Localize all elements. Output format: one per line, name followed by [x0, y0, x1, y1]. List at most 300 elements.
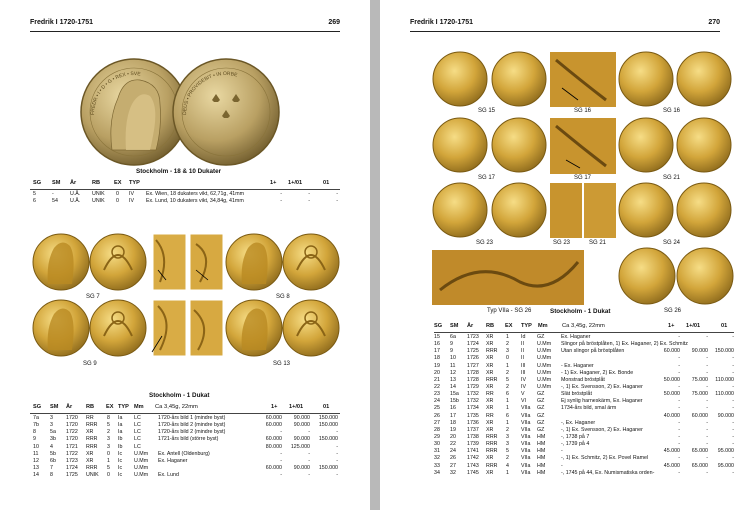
col-typ: TYP: [521, 323, 532, 329]
table-row: [434, 441, 734, 448]
cell-note: -: [561, 462, 563, 469]
cell-rb: XR: [86, 457, 94, 464]
cell-typ: Ia: [118, 429, 123, 436]
cell-v2: 90.000: [293, 436, 310, 443]
cell-rb: XR: [486, 341, 494, 348]
cell-v2: 75.000: [691, 391, 708, 398]
cell-ex: 6: [506, 412, 509, 419]
caption-sg26: SG 26: [664, 308, 682, 314]
cell-rb: RR: [86, 415, 94, 421]
cell-ex: 1: [107, 457, 110, 464]
cell-ex: 0: [107, 450, 110, 457]
cell-note: -, Ex. Haganer: [561, 419, 596, 426]
cell-v3: -: [336, 472, 338, 479]
caption-sg7: SG 7: [86, 294, 100, 300]
table-row: [434, 405, 734, 412]
col-ex: EX: [114, 180, 122, 186]
cell-sm: 22: [450, 441, 456, 448]
table-row: [30, 458, 340, 465]
cell-v1: -: [280, 450, 282, 457]
table-row: [434, 348, 734, 355]
cell-ex: 1: [506, 398, 509, 405]
cell-sg: 9: [33, 436, 36, 443]
cell-typ: VI: [521, 398, 527, 405]
cell-v3: -: [732, 383, 734, 390]
cell-typ: Ic: [118, 457, 123, 464]
cell-sg: 12: [33, 457, 39, 464]
cell-ex: 8: [107, 415, 110, 421]
col-sm: SM: [52, 180, 61, 186]
cell-v3: -: [732, 398, 734, 405]
cell-typ: VIIa: [521, 441, 531, 448]
cell-sm: 10: [450, 355, 456, 362]
cell-typ: Ic: [118, 450, 123, 457]
cell-v3: 110.000: [715, 376, 734, 383]
caption-sg17-detail: SG 17: [574, 175, 592, 181]
table-row: [30, 436, 340, 443]
cell-v1: -: [678, 426, 680, 433]
coin-sg15-reverse: [492, 52, 546, 106]
cell-note: - 1) Ex. Haganer, 2) Ex. Bonde: [561, 369, 634, 376]
cell-note: Ex. Lund: [158, 472, 179, 479]
cell-note: 1720-års bild 2 (mindre byst): [158, 429, 226, 436]
cell-ar: 1720: [66, 436, 78, 443]
cell-mm: U.Mm: [134, 450, 149, 457]
cell-v3: -: [732, 369, 734, 376]
caption-sg23-detail: SG 23: [553, 240, 571, 246]
coin-sg23-reverse: [492, 183, 546, 237]
cell-typ: Id: [521, 334, 526, 340]
coin-sg7-reverse: [90, 234, 146, 290]
cell-mm: HM: [537, 448, 546, 455]
cell-v1: -: [280, 429, 282, 436]
cell-v3: 95.000: [717, 462, 734, 469]
col-1plus: 1+: [270, 180, 277, 186]
cell-v2: -: [706, 355, 708, 362]
right-page: [380, 0, 750, 510]
cell-mm: HM: [537, 441, 546, 448]
cell-v3: -: [732, 426, 734, 433]
cell-v1: -: [280, 472, 282, 479]
running-title: Fredrik I 1720-1751: [30, 19, 94, 26]
cell-typ: II: [521, 355, 524, 362]
cell-ar: 1734: [467, 405, 479, 412]
caption-sg23: SG 23: [476, 240, 494, 246]
table-1-dukat-right: [434, 334, 734, 477]
cell-v1: -: [678, 369, 680, 376]
cell-ex: 0: [116, 191, 119, 197]
cell-mm: LC: [134, 415, 141, 421]
cell-rb: RRR: [86, 436, 98, 443]
cell-mm: U.Mm: [134, 464, 149, 471]
cell-v2: -: [706, 426, 708, 433]
cell-rb: XR: [486, 334, 494, 340]
cell-sm: 3: [50, 415, 53, 421]
cell-ar: 1721: [66, 443, 78, 450]
detail-sg7: [153, 234, 186, 290]
cell-sg: 5: [33, 191, 36, 197]
weight-diameter: Ca 3,45g, 22mm: [562, 323, 605, 329]
cell-v2: -: [706, 441, 708, 448]
cell-typ: VIIa: [521, 433, 531, 440]
cell-mm: U.Mm: [537, 341, 552, 348]
table-row: [434, 463, 734, 470]
coin-sg26-reverse: [677, 248, 733, 304]
cell-typ: IV: [129, 191, 135, 197]
cell-v2: -: [308, 198, 310, 205]
cell-v1: 45.000: [663, 462, 680, 469]
cell-ar: 1736: [467, 419, 479, 426]
cell-typ: IV: [521, 376, 527, 383]
cell-mm: LC: [134, 436, 141, 443]
cell-typ: VIIa: [521, 426, 531, 433]
cell-note: Ex. Haganer: [561, 334, 591, 340]
section-title-1-dukat: Stockholm - 1 Dukat: [550, 308, 611, 315]
cell-ex: 5: [506, 376, 509, 383]
table-row: [434, 370, 734, 377]
table-row: [30, 451, 340, 458]
cell-ex: 1: [506, 334, 509, 340]
cell-sm: 7: [50, 464, 53, 471]
cell-v1: -: [280, 198, 282, 205]
cell-sm: 24: [450, 448, 456, 455]
page-number: 269: [328, 19, 340, 26]
cell-mm: U.Mm: [537, 369, 552, 376]
cell-sm: 5a: [50, 429, 56, 436]
cell-sm: 5b: [50, 450, 56, 457]
col-ex: EX: [505, 323, 513, 329]
coin-sg21-obverse: [619, 118, 673, 172]
coin-inscription-left: FREDR • I • D • G • REX • SVE: [89, 70, 141, 116]
cell-mm: HM: [537, 462, 546, 469]
cell-sm: 13: [450, 376, 456, 383]
cell-sg: 30: [434, 441, 440, 448]
cell-mm: GZ: [537, 426, 545, 433]
cell-v2: -: [308, 429, 310, 436]
cell-typ: Ia: [118, 415, 123, 421]
cell-sg: 32: [434, 455, 440, 462]
cell-v3: -: [732, 355, 734, 362]
cell-sg: 18: [434, 355, 440, 362]
coin-sg26-obverse: [619, 248, 675, 304]
cell-v3: 150.000: [318, 415, 338, 421]
cell-v1: -: [678, 383, 680, 390]
cell-ar: 1743: [467, 462, 479, 469]
cell-ar: 1725: [66, 472, 78, 479]
col-01: 01: [721, 323, 728, 329]
table-row: [434, 377, 734, 384]
cell-typ: VIIa: [521, 419, 531, 426]
cell-rb: XR: [486, 455, 494, 462]
cell-typ: VIIa: [521, 455, 531, 462]
cell-ex: 5: [107, 464, 110, 471]
cell-ar: 1726: [467, 355, 479, 362]
cell-note: Utan slingor på bröstplåten: [561, 348, 625, 355]
table-row: [434, 470, 734, 477]
cell-v1: -: [678, 419, 680, 426]
cell-v3: -: [732, 419, 734, 426]
cell-v3: -: [732, 455, 734, 462]
col-typ: TYP: [118, 404, 129, 410]
cell-ex: 4: [506, 462, 509, 469]
cell-rb: RRR: [486, 441, 498, 448]
cell-sg: 14: [33, 472, 39, 479]
cell-v1: 60.000: [265, 415, 282, 421]
coin-sg24-obverse: [619, 183, 673, 237]
cell-sg: 29: [434, 433, 440, 440]
cell-sg: 6: [33, 198, 36, 205]
cell-v3: -: [336, 191, 338, 197]
cell-sm: 18: [450, 419, 456, 426]
cell-ex: 1: [506, 405, 509, 412]
cell-ex: 2: [506, 383, 509, 390]
cell-rb: UNIK: [92, 191, 105, 197]
cell-note: -, 1) Ex. Schmitz, 2) Ex. Povel Ramel: [561, 455, 649, 462]
cell-sg: 31: [434, 448, 440, 455]
caption-sg8: SG 8: [276, 294, 290, 300]
cell-note: Monstrad bröstplåt: [561, 376, 605, 383]
cell-v2: -: [308, 450, 310, 457]
table-rule: [30, 189, 340, 190]
cell-v3: 150.000: [318, 422, 338, 429]
cell-ar: 1739: [467, 441, 479, 448]
cell-v3: -: [336, 457, 338, 464]
cell-typ: Ic: [118, 464, 123, 471]
cell-v1: 60.000: [265, 436, 282, 443]
cell-rb: RRR: [486, 376, 498, 383]
cell-mm: HM: [537, 469, 546, 476]
cell-sg: 26: [434, 412, 440, 419]
coin-sg15-obverse: [433, 52, 487, 106]
coin-sg8-obverse: [226, 234, 282, 290]
cell-ex: 0: [116, 198, 119, 205]
caption-sg21: SG 21: [663, 175, 681, 181]
cell-ar: 1722: [66, 450, 78, 457]
cell-sm: 12: [450, 369, 456, 376]
cell-sm: 32: [450, 469, 456, 476]
cell-sm: 27: [450, 462, 456, 469]
cell-sg: 23: [434, 391, 440, 398]
cell-sg: 19: [434, 362, 440, 369]
cell-v3: -: [732, 405, 734, 412]
cell-sg: 15: [434, 334, 440, 340]
cell-mm: LC: [134, 422, 141, 429]
coin-sg16-obverse: [619, 52, 673, 106]
cell-ar: 1724: [66, 464, 78, 471]
cell-ex: 3: [107, 436, 110, 443]
cell-typ: VIIa: [521, 405, 531, 412]
cell-note: - Ex. Haganer: [561, 362, 594, 369]
cell-typ: IV: [521, 383, 527, 390]
cell-sg: 17: [434, 348, 440, 355]
cell-v2: 75.000: [691, 376, 708, 383]
cell-mm: LC: [134, 429, 141, 436]
cell-v1: -: [678, 433, 680, 440]
caption-sg9: SG 9: [83, 361, 97, 367]
cell-note: -, 1739 på 4: [561, 441, 590, 448]
table-row: [434, 363, 734, 370]
col-1plus-01: 1+/01: [288, 180, 303, 186]
col-sg: SG: [33, 180, 42, 186]
cell-mm: U.Mm: [537, 376, 552, 383]
col-sg: SG: [434, 323, 443, 329]
cell-sm: 6a: [450, 334, 456, 340]
cell-v2: 125.000: [290, 443, 310, 450]
col-01: 01: [323, 180, 330, 186]
col-rb: RB: [86, 404, 95, 410]
cell-rb: XR: [486, 405, 494, 412]
cell-typ: VIIa: [521, 448, 531, 455]
cell-ar: U.Å.: [70, 191, 81, 197]
col-mm: Mm: [134, 404, 144, 410]
cell-v3: -: [336, 450, 338, 457]
cell-v3: 150.000: [714, 348, 734, 355]
cell-v1: -: [280, 191, 282, 197]
cell-note: -, 1738 på 7: [561, 433, 590, 440]
cell-sg: 11: [33, 450, 39, 457]
cell-ar: 1732: [467, 391, 479, 398]
cell-sg: 8: [33, 429, 36, 436]
cell-note: -, 1) Ex. Svensson, 2) Ex. Haganer: [561, 426, 643, 433]
cell-v3: 90.000: [717, 412, 734, 419]
cell-ex: 1: [506, 469, 509, 476]
cell-v2: -: [706, 398, 708, 405]
cell-sm: 9: [450, 348, 453, 355]
col-1plus: 1+: [271, 404, 278, 410]
cell-ex: 2: [506, 426, 509, 433]
cell-ex: 3: [506, 433, 509, 440]
coin-sg17-obverse: [433, 118, 487, 172]
table-row: [434, 455, 734, 462]
cell-mm: GZ: [537, 398, 545, 405]
cell-note: 1720-års bild 2 (mindre byst): [158, 422, 226, 429]
cell-v1: -: [678, 398, 680, 405]
cell-note: Slingor på bröstplåten, 1) Ex. Haganer, 2) Ex. Schmitz: [561, 341, 688, 348]
cell-v2: 65.000: [691, 448, 708, 455]
cell-v2: 90.000: [691, 348, 708, 355]
cell-ar: 1723: [66, 457, 78, 464]
cell-v3: -: [336, 198, 338, 205]
cell-ar: U.Å.: [70, 198, 81, 205]
cell-sm: 4: [50, 443, 53, 450]
cell-rb: XR: [486, 362, 494, 369]
cell-sm: 20: [450, 433, 456, 440]
cell-ar: 1727: [467, 362, 479, 369]
cell-v1: -: [678, 441, 680, 448]
cell-v2: -: [706, 369, 708, 376]
cell-ex: 6: [506, 391, 509, 398]
cell-sg: 13: [33, 464, 39, 471]
cell-typ: IV: [129, 198, 135, 205]
cell-ar: 1737: [467, 426, 479, 433]
caption-sg15: SG 15: [478, 108, 496, 114]
coin-sg21-reverse: [677, 118, 731, 172]
cell-rb: XR: [486, 369, 494, 376]
col-1plus: 1+: [668, 323, 675, 329]
cell-mm: U.Mm: [134, 472, 149, 479]
cell-v2: -: [706, 469, 708, 476]
cell-v1: 40.000: [663, 412, 680, 419]
cell-note: 1720-års bild 1 (mindre byst): [158, 415, 226, 421]
cell-v1: -: [678, 405, 680, 412]
cell-v3: -: [336, 443, 338, 450]
cell-ar: 1728: [467, 369, 479, 376]
cell-v1: 60.000: [265, 464, 282, 471]
cell-ex: 2: [506, 341, 509, 348]
coin-sg8-reverse: [283, 234, 339, 290]
cell-v1: -: [280, 457, 282, 464]
cell-note: Ex. Antell (Oldenburg): [158, 450, 210, 457]
cell-sm: -: [52, 191, 54, 197]
cell-mm: U.Mm: [537, 348, 552, 355]
cell-rb: XR: [486, 383, 494, 390]
coin-sg16-reverse: [677, 52, 731, 106]
cell-ex: 3: [506, 441, 509, 448]
cell-sm: 6b: [50, 457, 56, 464]
cell-rb: XR: [86, 429, 94, 436]
caption-sg24: SG 24: [663, 240, 681, 246]
cell-ar: 1724: [467, 341, 479, 348]
cell-mm: U.Mm: [537, 355, 552, 362]
cell-typ: II: [521, 348, 524, 355]
table-1-dukat-left: [30, 415, 340, 479]
col-sg: SG: [33, 404, 42, 410]
cell-sm: 11: [450, 362, 456, 369]
coin-18-ducat-obverse: [81, 59, 187, 165]
col-mm: Mm: [538, 323, 548, 329]
cell-mm: GZ: [537, 412, 545, 419]
cell-mm: GZ: [537, 419, 545, 426]
section-title-18-10-ducats: Stockholm - 18 & 10 Dukater: [136, 168, 222, 175]
cell-v3: 150.000: [318, 436, 338, 443]
col-ar: År: [70, 180, 77, 186]
coin-sg13-obverse: [226, 300, 282, 356]
cell-rb: UNIK: [92, 198, 105, 205]
cell-v3: 110.000: [715, 391, 734, 398]
cell-rb: RR: [486, 391, 494, 398]
weight-diameter: Ca 3,45g, 22mm: [155, 404, 198, 410]
cell-mm: GZ: [537, 334, 545, 340]
cell-ar: 1741: [467, 448, 479, 455]
detail-sg8: [190, 234, 223, 290]
cell-note: 1734-års bild, smal ärm: [561, 405, 617, 412]
cell-sg: 25: [434, 405, 440, 412]
cell-v2: 90.000: [293, 415, 310, 421]
cell-rb: XR: [486, 398, 494, 405]
col-ar: År: [467, 323, 474, 329]
cell-ex: 3: [506, 348, 509, 355]
cell-sg: 24: [434, 398, 440, 405]
cell-note: 1721-års bild (större byst): [158, 436, 219, 443]
cell-v2: 65.000: [691, 462, 708, 469]
cell-v2: -: [706, 419, 708, 426]
cell-ex: 5: [107, 422, 110, 429]
cell-v1: 60.000: [663, 348, 680, 355]
cell-rb: RRR: [486, 462, 498, 469]
cell-sm: 8: [50, 472, 53, 479]
caption-type-viia: Typ VIIa - SG 26: [487, 308, 532, 314]
detail-sg23: [550, 183, 582, 238]
col-sm: SM: [50, 404, 59, 410]
cell-v1: -: [678, 362, 680, 369]
cell-sm: 17: [450, 412, 456, 419]
cell-sm: 15a: [450, 391, 459, 398]
cell-rb: XR: [486, 426, 494, 433]
cell-v2: -: [706, 383, 708, 390]
cell-typ: Ib: [118, 443, 123, 450]
table-rule: [30, 413, 340, 414]
cell-sg: 27: [434, 419, 440, 426]
